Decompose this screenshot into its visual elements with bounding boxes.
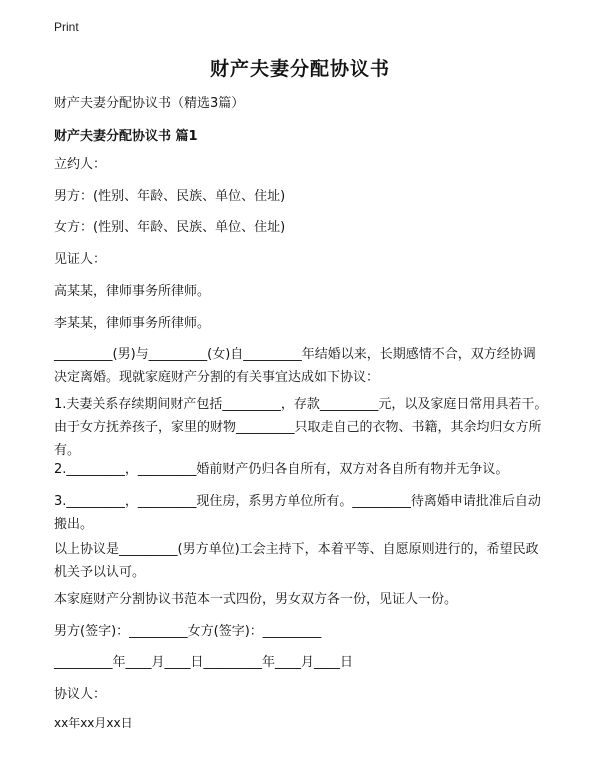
date-line: _________年____月____日_________年____月____日 [54, 655, 354, 670]
copies-statement: 本家庭财产分割协议书范本一式四份，男女双方各一份，见证人一份。 [54, 592, 458, 607]
witness-label: 见证人： [54, 252, 107, 267]
witness-2-line: 李某某，律师事务所律师。 [54, 316, 211, 331]
clause-3-paragraph: 3._________，_________现住房，系男方单位所有。_________待离婚申请批准后自动搬出。 [54, 494, 541, 532]
male-party-line: 男方：(性别、年龄、民族、单位、住址) [54, 189, 286, 204]
print-link[interactable]: Print [54, 20, 79, 34]
document-subtitle: 财产夫妻分配协议书（精选3篇） [54, 96, 245, 111]
clause-1-paragraph: 1.夫妻关系存续期间财产包括_________，存款_________元，以及家庭日常用具若干。由于女方抚养孩子，家里的财物_________只取走自己的衣物、书籍，其余均归女方所有。 [54, 397, 548, 458]
clause-2-paragraph: 2._________，_________婚前财产仍归各自所有，双方对各自所有物并无争议。 [54, 462, 509, 477]
party-label: 立约人： [54, 157, 107, 172]
clause-4-paragraph: 以上协议是_________(男方单位)工会主持下，本着平等、自愿原则进行的，希望民政机关予以认可。 [54, 542, 539, 580]
agreement-party-label: 协议人： [54, 687, 107, 702]
intro-paragraph: _________(男)与_________(女)自_________年结婚以来，长期感情不合，双方经协调决定离婚。现就家庭财产分割的有关事宜达成如下协议： [54, 347, 536, 385]
document-title: 财产夫妻分配协议书 [209, 58, 390, 80]
witness-1-line: 高某某，律师事务所律师。 [54, 284, 211, 299]
section-heading: 财产夫妻分配协议书 篇1 [54, 129, 198, 144]
final-date: xx年xx月xx日 [54, 716, 133, 730]
female-party-line: 女方：(性别、年龄、民族、单位、住址) [54, 220, 286, 235]
signature-line: 男方(签字)：_________女方(签字)：_________ [54, 624, 322, 639]
